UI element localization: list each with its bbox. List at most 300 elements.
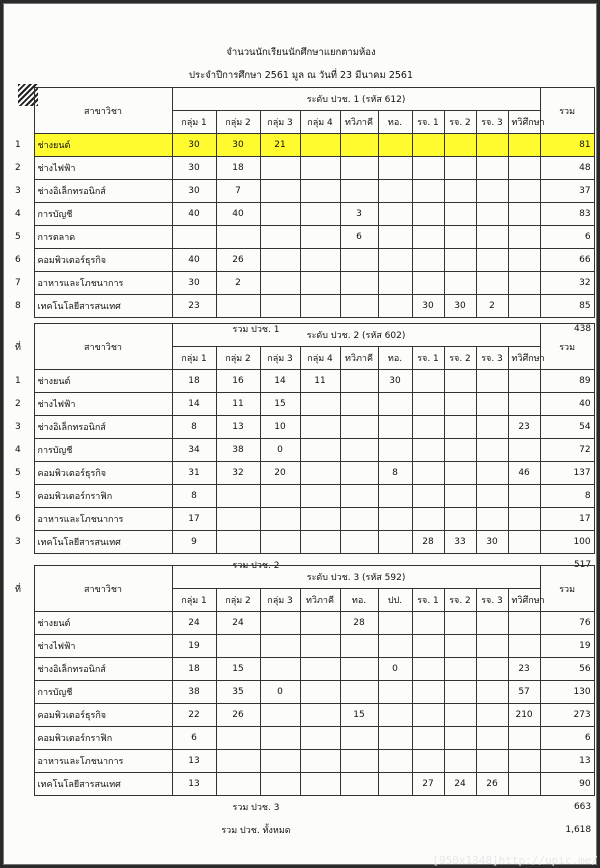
data-cell: 8: [172, 485, 216, 508]
row-total: 40: [540, 393, 594, 416]
data-cell: 19: [172, 635, 216, 658]
column-header-group: รจ. 2: [444, 347, 476, 370]
data-cell: [340, 393, 378, 416]
data-cell: [412, 704, 444, 727]
column-header-group: รจ. 2: [444, 589, 476, 612]
column-header-group: ทวิศึกษา: [508, 347, 540, 370]
data-cell: [412, 416, 444, 439]
data-cell: [260, 658, 300, 681]
data-cell: [508, 393, 540, 416]
row-index: 2: [15, 163, 21, 173]
data-cell: 2: [476, 295, 508, 318]
table-row: [12, 727, 594, 750]
row-index: [12, 681, 34, 704]
data-cell: [476, 658, 508, 681]
data-cell: [476, 462, 508, 485]
row-index: [12, 750, 34, 773]
data-cell: [444, 750, 476, 773]
data-cell: [412, 635, 444, 658]
data-cell: [378, 249, 412, 272]
column-header-group: ทวิศึกษา: [508, 111, 540, 134]
row-major-name: เทคโนโลยีสารสนเทศ: [34, 531, 172, 554]
row-major-name: ช่างอิเล็กทรอนิกส์: [34, 180, 172, 203]
data-cell: [508, 226, 540, 249]
data-cell: [508, 370, 540, 393]
data-cell: [260, 773, 300, 796]
data-cell: [476, 157, 508, 180]
data-cell: [378, 180, 412, 203]
row-major-name: เทคโนโลยีสารสนเทศ: [34, 773, 172, 796]
data-cell: 0: [260, 439, 300, 462]
column-header-group: กลุ่ม 4: [300, 347, 340, 370]
row-total: 72: [540, 439, 594, 462]
table-row: [12, 612, 594, 635]
row-index: 4: [15, 209, 21, 219]
row-major-name: คอมพิวเตอร์ธุรกิจ: [34, 249, 172, 272]
data-cell: [378, 272, 412, 295]
data-cell: [300, 180, 340, 203]
row-major-name: เทคโนโลยีสารสนเทศ: [34, 295, 172, 318]
data-cell: [378, 134, 412, 157]
data-cell: 46: [508, 462, 540, 485]
column-header-group: กลุ่ม 3: [260, 589, 300, 612]
data-cell: [444, 681, 476, 704]
data-cell: [508, 485, 540, 508]
data-cell: [378, 439, 412, 462]
data-cell: [476, 370, 508, 393]
data-cell: 18: [172, 658, 216, 681]
column-header-group: กลุ่ม 1: [172, 347, 216, 370]
data-cell: [300, 272, 340, 295]
row-major-name: ช่างไฟฟ้า: [34, 635, 172, 658]
data-cell: [216, 485, 260, 508]
column-header-group: กลุ่ม 1: [172, 589, 216, 612]
data-cell: [340, 635, 378, 658]
data-cell: [412, 226, 444, 249]
data-cell: [444, 508, 476, 531]
column-header-group: กลุ่ม 2: [216, 347, 260, 370]
column-header-group: รจ. 3: [476, 111, 508, 134]
grand-total-row: [12, 819, 594, 842]
document-subtitle: ประจำปีการศึกษา 2561 มูล ณ วันที่ 23 มีนาคม 2561: [188, 70, 413, 81]
data-cell: [444, 249, 476, 272]
data-cell: [340, 157, 378, 180]
data-cell: [476, 203, 508, 226]
data-cell: [340, 750, 378, 773]
column-header-group: รจ. 3: [476, 347, 508, 370]
row-index: 5: [15, 468, 21, 478]
data-cell: [378, 295, 412, 318]
data-cell: [340, 439, 378, 462]
data-cell: [300, 750, 340, 773]
data-cell: 6: [340, 226, 378, 249]
data-cell: [300, 773, 340, 796]
table-level-1: [12, 87, 595, 341]
table-row: [12, 681, 594, 704]
row-total: 130: [540, 681, 594, 704]
column-header-index: ที่: [15, 584, 21, 595]
data-cell: [216, 508, 260, 531]
column-header-group: ทอ.: [378, 111, 412, 134]
data-cell: [508, 157, 540, 180]
data-cell: [444, 180, 476, 203]
row-total: 6: [540, 226, 594, 249]
data-cell: [340, 180, 378, 203]
data-cell: 22: [172, 704, 216, 727]
data-cell: 32: [216, 462, 260, 485]
data-cell: [378, 612, 412, 635]
summary-row: [12, 796, 594, 819]
row-index: 6: [15, 514, 21, 524]
table-row: [12, 704, 594, 727]
data-cell: [340, 658, 378, 681]
data-cell: 57: [508, 681, 540, 704]
data-cell: 0: [260, 681, 300, 704]
data-cell: [476, 681, 508, 704]
data-cell: 210: [508, 704, 540, 727]
data-cell: 11: [216, 393, 260, 416]
data-cell: [260, 249, 300, 272]
data-cell: [300, 658, 340, 681]
data-cell: 34: [172, 439, 216, 462]
table-row: [12, 439, 594, 462]
data-cell: [378, 704, 412, 727]
data-cell: [260, 531, 300, 554]
data-cell: [340, 416, 378, 439]
table-row: [12, 272, 594, 295]
data-cell: [508, 773, 540, 796]
row-index: [12, 727, 34, 750]
data-cell: 27: [412, 773, 444, 796]
column-header-total: รวม: [540, 88, 594, 134]
column-header-major: สาขาวิชา: [34, 566, 172, 612]
data-cell: [340, 295, 378, 318]
data-cell: [508, 180, 540, 203]
data-cell: [476, 416, 508, 439]
data-cell: [216, 226, 260, 249]
data-cell: 26: [476, 773, 508, 796]
data-cell: [412, 180, 444, 203]
table-row: [12, 295, 594, 318]
summary-value: 663: [573, 802, 592, 813]
data-cell: [444, 727, 476, 750]
data-cell: [476, 508, 508, 531]
row-total: 48: [540, 157, 594, 180]
row-total: 83: [540, 203, 594, 226]
data-cell: [340, 462, 378, 485]
column-header-group: รจ. 1: [412, 347, 444, 370]
data-cell: [340, 134, 378, 157]
data-cell: [476, 134, 508, 157]
data-cell: [412, 134, 444, 157]
data-cell: [260, 508, 300, 531]
row-index: [12, 635, 34, 658]
summary-value: 438: [573, 324, 592, 335]
data-cell: [476, 272, 508, 295]
data-cell: [378, 681, 412, 704]
data-cell: 26: [216, 249, 260, 272]
data-cell: 16: [216, 370, 260, 393]
table-row: [12, 370, 594, 393]
data-cell: [260, 635, 300, 658]
data-cell: [412, 612, 444, 635]
grand-total-value: 1,618: [565, 825, 592, 835]
data-cell: [260, 203, 300, 226]
row-total: 81: [540, 134, 594, 157]
data-cell: [260, 295, 300, 318]
summary-label: รวม ปวช. 1: [232, 325, 280, 336]
data-cell: 28: [340, 612, 378, 635]
data-cell: 21: [260, 134, 300, 157]
data-cell: [340, 727, 378, 750]
data-cell: [378, 508, 412, 531]
data-cell: [300, 393, 340, 416]
row-index: [12, 704, 34, 727]
data-cell: [216, 531, 260, 554]
data-cell: [508, 439, 540, 462]
row-index: 3: [15, 186, 21, 196]
table-row: [12, 134, 594, 157]
data-cell: 17: [172, 508, 216, 531]
table-row: [12, 508, 594, 531]
column-header-group: ทวิภาคี: [300, 589, 340, 612]
data-cell: [412, 439, 444, 462]
data-cell: [378, 203, 412, 226]
data-cell: [412, 249, 444, 272]
data-cell: 30: [172, 157, 216, 180]
data-cell: 30: [476, 531, 508, 554]
data-cell: 30: [172, 272, 216, 295]
row-major-name: การบัญชี: [34, 439, 172, 462]
data-cell: [300, 612, 340, 635]
data-cell: 30: [444, 295, 476, 318]
data-cell: 2: [216, 272, 260, 295]
data-cell: 26: [216, 704, 260, 727]
table-row: [12, 773, 594, 796]
table-level-2: [12, 323, 595, 577]
data-cell: 40: [172, 249, 216, 272]
column-header-group: รจ. 1: [412, 589, 444, 612]
column-header-group: ทวิภาคี: [340, 111, 378, 134]
data-cell: [444, 462, 476, 485]
data-cell: 3: [340, 203, 378, 226]
column-header-group: รจ. 3: [476, 589, 508, 612]
row-index: 1: [15, 140, 21, 150]
data-cell: [300, 439, 340, 462]
data-cell: [508, 508, 540, 531]
data-cell: [300, 635, 340, 658]
data-cell: [476, 612, 508, 635]
data-cell: [378, 226, 412, 249]
table-row: [12, 393, 594, 416]
row-index: 4: [15, 445, 21, 455]
data-cell: [340, 249, 378, 272]
data-cell: [300, 508, 340, 531]
row-major-name: ช่างยนต์: [34, 134, 172, 157]
row-index: 5: [15, 232, 21, 242]
row-index: 3: [15, 537, 21, 547]
data-cell: 24: [172, 612, 216, 635]
data-cell: [412, 370, 444, 393]
summary-value: 517: [573, 560, 592, 571]
data-cell: [444, 439, 476, 462]
data-cell: 11: [300, 370, 340, 393]
data-cell: [444, 485, 476, 508]
column-header-group: กลุ่ม 1: [172, 111, 216, 134]
table-row: [12, 203, 594, 226]
data-cell: [508, 635, 540, 658]
row-major-name: คอมพิวเตอร์ธุรกิจ: [34, 704, 172, 727]
table-level-3: [12, 565, 595, 842]
data-cell: [476, 635, 508, 658]
data-cell: 31: [172, 462, 216, 485]
data-cell: 23: [508, 416, 540, 439]
row-major-name: ช่างยนต์: [34, 370, 172, 393]
row-major-name: คอมพิวเตอร์กราฟิก: [34, 727, 172, 750]
data-cell: 18: [172, 370, 216, 393]
row-total: 66: [540, 249, 594, 272]
data-cell: 9: [172, 531, 216, 554]
data-cell: [378, 157, 412, 180]
column-header-major: สาขาวิชา: [34, 88, 172, 134]
row-total: 273: [540, 704, 594, 727]
table-row: [12, 658, 594, 681]
row-major-name: ช่างอิเล็กทรอนิกส์: [34, 658, 172, 681]
row-major-name: ช่างไฟฟ้า: [34, 393, 172, 416]
data-cell: [300, 485, 340, 508]
level-title: ระดับ ปวช. 3 (รหัส 592): [172, 566, 540, 589]
data-cell: 24: [216, 612, 260, 635]
row-total: 6: [540, 727, 594, 750]
data-cell: [300, 727, 340, 750]
column-header-group: รจ. 1: [412, 111, 444, 134]
data-cell: 23: [172, 295, 216, 318]
data-cell: [412, 681, 444, 704]
level-title: ระดับ ปวช. 2 (รหัส 602): [172, 324, 540, 347]
data-cell: [340, 508, 378, 531]
data-cell: [508, 612, 540, 635]
row-total: 19: [540, 635, 594, 658]
data-cell: 14: [260, 370, 300, 393]
data-cell: 15: [260, 393, 300, 416]
row-total: 56: [540, 658, 594, 681]
data-cell: 20: [260, 462, 300, 485]
data-cell: 28: [412, 531, 444, 554]
data-cell: [476, 180, 508, 203]
row-total: 90: [540, 773, 594, 796]
data-cell: [260, 727, 300, 750]
row-major-name: การบัญชี: [34, 203, 172, 226]
row-total: 137: [540, 462, 594, 485]
column-header-group: กลุ่ม 4: [300, 111, 340, 134]
data-cell: [412, 727, 444, 750]
data-cell: [476, 249, 508, 272]
data-cell: [300, 531, 340, 554]
column-header-group: รจ. 2: [444, 111, 476, 134]
row-index: 2: [15, 399, 21, 409]
data-cell: [444, 635, 476, 658]
column-header-group: ทวิภาคี: [340, 347, 378, 370]
data-cell: [260, 157, 300, 180]
data-cell: 40: [172, 203, 216, 226]
data-cell: [508, 295, 540, 318]
data-cell: 8: [172, 416, 216, 439]
data-cell: [508, 727, 540, 750]
document-title: จำนวนนักเรียนนักศึกษาแยกตามห้อง: [226, 47, 376, 58]
data-cell: [444, 393, 476, 416]
data-cell: 0: [378, 658, 412, 681]
column-header-group: ปป.: [378, 589, 412, 612]
data-cell: 13: [216, 416, 260, 439]
data-cell: [508, 134, 540, 157]
data-cell: [412, 485, 444, 508]
data-cell: [444, 612, 476, 635]
row-major-name: ช่างไฟฟ้า: [34, 157, 172, 180]
data-cell: [412, 462, 444, 485]
row-total: 89: [540, 370, 594, 393]
table-row: [12, 226, 594, 249]
data-cell: [378, 750, 412, 773]
data-cell: [476, 704, 508, 727]
data-cell: [412, 203, 444, 226]
summary-label: รวม ปวช. 3: [232, 803, 280, 814]
data-cell: [260, 226, 300, 249]
column-header-group: กลุ่ม 3: [260, 111, 300, 134]
column-header-group: ทอ.: [340, 589, 378, 612]
row-total: 17: [540, 508, 594, 531]
data-cell: 40: [216, 203, 260, 226]
data-cell: 30: [172, 180, 216, 203]
data-cell: [476, 727, 508, 750]
row-total: 37: [540, 180, 594, 203]
data-cell: [340, 370, 378, 393]
row-index: [12, 773, 34, 796]
data-cell: [340, 485, 378, 508]
row-major-name: การบัญชี: [34, 681, 172, 704]
data-cell: [300, 134, 340, 157]
data-cell: 14: [172, 393, 216, 416]
table-row: [12, 750, 594, 773]
data-cell: [378, 635, 412, 658]
row-index: 1: [15, 376, 21, 386]
data-cell: 13: [172, 750, 216, 773]
data-cell: [340, 681, 378, 704]
data-cell: [444, 658, 476, 681]
row-index: 5: [15, 491, 21, 501]
column-header-major: สาขาวิชา: [34, 324, 172, 370]
data-cell: 7: [216, 180, 260, 203]
column-header-index: [12, 88, 34, 134]
data-cell: [260, 750, 300, 773]
data-cell: 10: [260, 416, 300, 439]
data-cell: [412, 508, 444, 531]
table-row: [12, 180, 594, 203]
row-major-name: คอมพิวเตอร์กราฟิก: [34, 485, 172, 508]
table-row: [12, 635, 594, 658]
data-cell: [260, 272, 300, 295]
data-cell: [340, 272, 378, 295]
column-header-group: กลุ่ม 2: [216, 111, 260, 134]
table-row: [12, 416, 594, 439]
data-cell: [412, 272, 444, 295]
row-total: 32: [540, 272, 594, 295]
data-cell: 8: [378, 462, 412, 485]
data-cell: [300, 203, 340, 226]
data-cell: [412, 658, 444, 681]
column-header-total: รวม: [540, 566, 594, 612]
document-page: [3, 3, 597, 865]
row-major-name: ช่างยนต์: [34, 612, 172, 635]
